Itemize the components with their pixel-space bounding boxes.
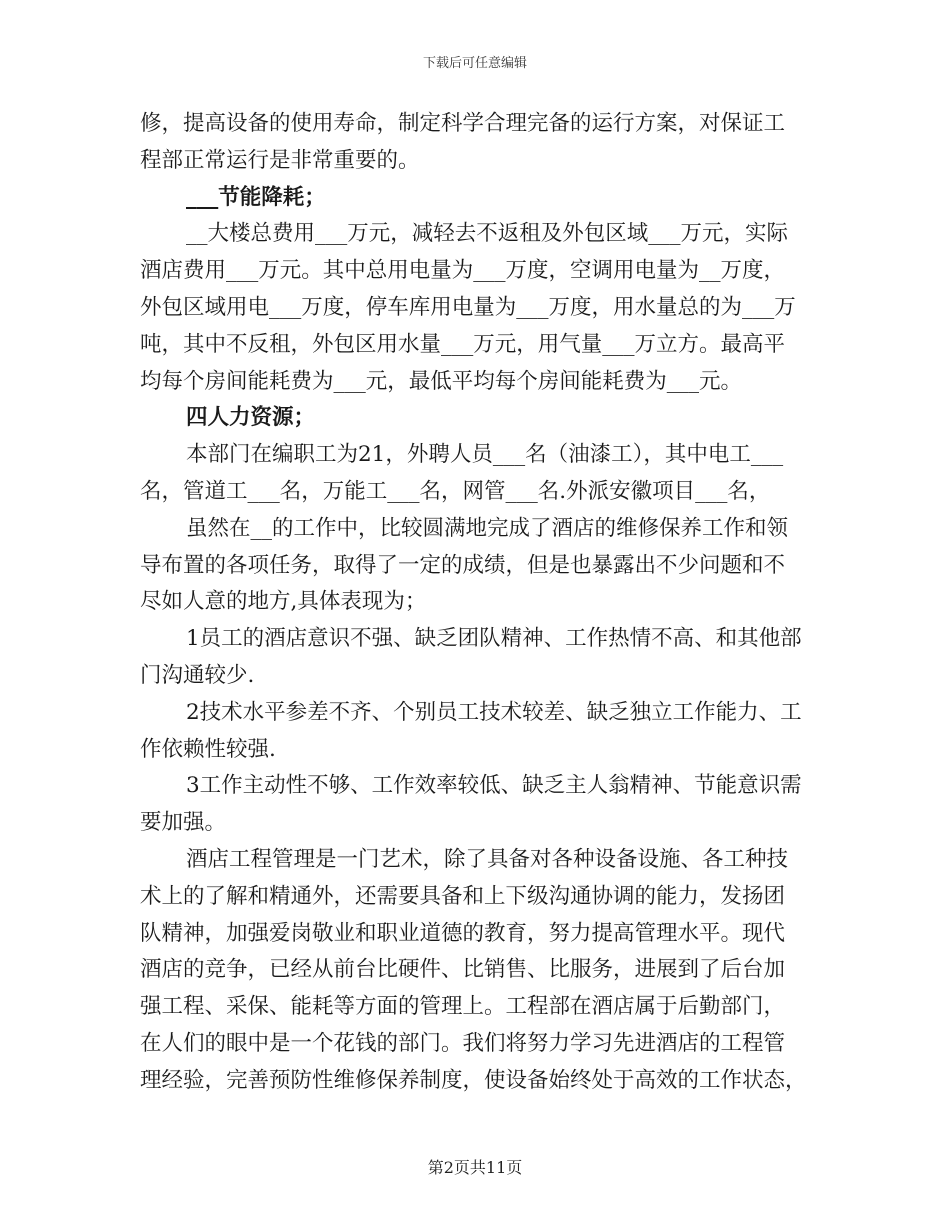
text-line: 3工作主动性不够、工作效率较低、缺乏主人翁精神、节能意识需 <box>186 773 802 799</box>
text-line: 酒店费用___万元。其中总用电量为___万度，空调用电量为__万度， <box>140 258 786 284</box>
section-heading: ___节能降耗； <box>186 184 326 210</box>
text-line: 作依赖性较强. <box>140 736 276 762</box>
text-line: 强工程、采保、能耗等方面的管理上。工程部在酒店属于后勤部门， <box>140 994 786 1020</box>
text-line: 导布置的各项任务，取得了一定的成绩，但是也暴露出不少问题和不 <box>140 552 786 578</box>
text-line: 修，提高设备的使用寿命，制定科学合理完备的运行方案，对保证工 <box>140 111 786 136</box>
text-line: 2技术水平参差不齐、个别员工技术较差、缺乏独立工作能力、工 <box>186 699 802 725</box>
text-line: 程部正常运行是非常重要的。 <box>140 147 420 173</box>
text-line: 名，管道工___名，万能工___名，网管___名.外派安徽项目___名， <box>140 478 771 504</box>
page-footer: 第2页共11页 <box>427 1158 523 1177</box>
text-line: 虽然在__的工作中，比较圆满地完成了酒店的维修保养工作和领 <box>186 515 789 541</box>
text-line: 均每个房间能耗费为___元，最低平均每个房间能耗费为___元。 <box>140 368 743 394</box>
text-line: 1员工的酒店意识不强、缺乏团队精神、工作热情不高、和其他部 <box>186 626 802 652</box>
section-heading: 四人力资源； <box>186 405 316 431</box>
text-line: 在人们的眼中是一个花钱的部门。我们将努力学习先进酒店的工程管 <box>140 1030 786 1056</box>
text-line: 吨，其中不反租，外包区用水量___万元，用气量___万立方。最高平 <box>140 331 786 357</box>
text-line: __大楼总费用___万元，减轻去不返租及外包区域___万元，实际 <box>186 221 789 247</box>
text-line: 要加强。 <box>140 810 227 836</box>
text-line: 外包区域用电___万度，停车库用电量为___万度，用水量总的为___万 <box>140 294 796 320</box>
text-line: 术上的了解和精通外，还需要具备和上下级沟通协调的能力，发扬团 <box>140 883 786 909</box>
text-line: 门沟通较少. <box>140 662 255 688</box>
page-header: 下载后可任意编辑 <box>422 56 527 71</box>
text-line: 酒店工程管理是一门艺术，除了具备对各种设备设施、各工种技 <box>186 846 789 872</box>
text-line: 理经验，完善预防性维修保养制度，使设备始终处于高效的工作状态， <box>140 1067 807 1093</box>
text-line: 队精神，加强爱岗敬业和职业道德的教育，努力提高管理水平。现代 <box>140 920 786 946</box>
document-body <box>140 106 812 1100</box>
text-line: 酒店的竞争，已经从前台比硬件、比销售、比服务，进展到了后台加 <box>140 957 786 983</box>
text-line: 本部门在编职工为21，外聘人员___名（油漆工），其中电工___ <box>186 442 784 468</box>
text-line: 尽如人意的地方,具体表现为； <box>140 589 427 615</box>
